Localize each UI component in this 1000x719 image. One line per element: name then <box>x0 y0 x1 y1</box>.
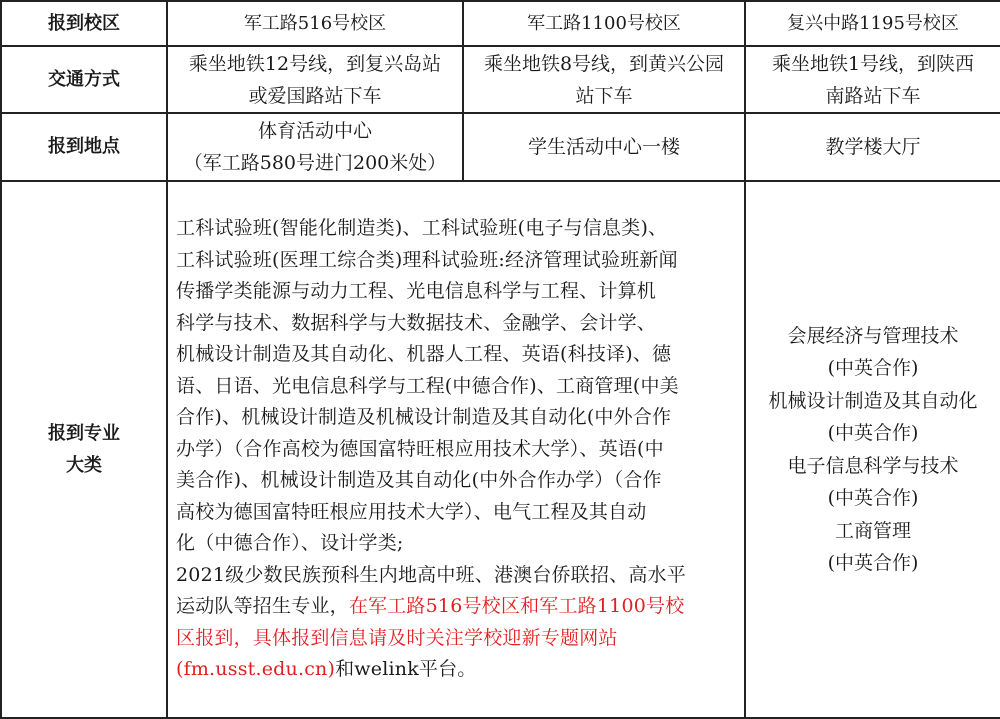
transport-1100 <box>463 46 745 113</box>
majors-1195-item: (中英合作) <box>827 422 919 444</box>
location-516 <box>167 113 463 181</box>
website-url-text: (fm.usst.edu.cn) <box>176 658 336 681</box>
transport-516 <box>167 46 463 113</box>
majors-label-line2: 大类 <box>66 454 102 476</box>
notice-red-line: 区报到，具体报到信息请及时关注学校迎新专题网站 <box>176 626 618 649</box>
location-1195: 教学楼大厅 <box>745 113 1000 181</box>
location-516-line2: （军工路580号进门200米处） <box>183 152 447 174</box>
location-label: 报到地点 <box>1 113 167 181</box>
notice-red-text: 在军工路516号校区和军工路1100号校 <box>348 595 685 618</box>
majors-line: 传播学类能源与动力工程、光电信息科学与工程、计算机 <box>176 280 657 303</box>
header-row <box>1 1 1000 46</box>
transport-1195 <box>745 46 1000 113</box>
transport-label: 交通方式 <box>1 46 167 113</box>
majors-1195-item: 电子信息科学与技术 <box>787 454 959 477</box>
transport-516-line2: 或爱国路站下车 <box>248 84 382 107</box>
majors-label-line1: 报到专业 <box>48 422 120 444</box>
majors-line-mixed <box>176 591 736 623</box>
welink-text: 和welink平台。 <box>335 658 477 681</box>
majors-line: 合作)、机械设计制造及机械设计制造及其自动化(中外合作 <box>176 406 672 429</box>
majors-line: 2021级少数民族预科生内地高中班、港澳台侨联招、高水平 <box>176 563 686 586</box>
majors-label <box>1 181 167 718</box>
majors-line: 办学）（合作高校为德国富特旺根应用技术大学）、英语(中 <box>176 437 664 460</box>
location-516-line1: 体育活动中心 <box>257 120 372 142</box>
majors-row <box>1 181 1000 718</box>
majors-line-final <box>176 654 736 686</box>
transport-1100-line1: 乘坐地铁8号线，到黄兴公园 <box>483 52 725 75</box>
transport-1100-line2: 站下车 <box>575 84 633 107</box>
location-row <box>1 113 1000 181</box>
majors-black-text: 运动队等招生专业， <box>176 595 349 618</box>
campus-516: 军工路516号校区 <box>167 1 463 46</box>
majors-line: 工科试验班(智能化制造类)、工科试验班(电子与信息类)、 <box>176 217 668 240</box>
majors-line: 高校为德国富特旺根应用技术大学）、电气工程及其自动 <box>176 500 647 523</box>
transport-516-line1: 乘坐地铁12号线，到复兴岛站 <box>188 52 442 75</box>
majors-1195-item: 工商管理 <box>834 519 911 542</box>
majors-1195-list <box>745 181 1000 718</box>
majors-line: 机械设计制造及其自动化、机器人工程、英语(科技译)、德 <box>176 343 672 366</box>
campus-1195: 复兴中路1195号校区 <box>745 1 1000 46</box>
majors-line: 语、日语、光电信息科学与工程(中德合作)、工商管理(中美 <box>176 374 679 397</box>
majors-line: 工科试验班(医理工综合类)理科试验班:经济管理试验班新闻 <box>176 248 678 271</box>
majors-main-list <box>167 181 745 718</box>
majors-1195-item: (中英合作) <box>827 357 919 379</box>
majors-1195-item: (中英合作) <box>827 487 919 509</box>
majors-1195-item: 会展经济与管理技术 <box>787 324 959 347</box>
transport-row <box>1 46 1000 113</box>
majors-line: 科学与技术、数据科学与大数据技术、金融学、会计学、 <box>176 311 657 334</box>
majors-line: 美合作)、机械设计制造及其自动化(中外合作办学）（合作 <box>176 469 662 492</box>
majors-1195-item: 机械设计制造及其自动化 <box>768 389 978 412</box>
header-label: 报到校区 <box>1 1 167 46</box>
campus-1100: 军工路1100号校区 <box>463 1 745 46</box>
location-1100: 学生活动中心一楼 <box>463 113 745 181</box>
majors-1195-item: (中英合作) <box>827 552 919 574</box>
transport-1195-line2: 南路站下车 <box>825 84 921 107</box>
transport-1195-line1: 乘坐地铁1号线，到陕西 <box>771 52 975 75</box>
majors-line: 化（中德合作）、设计学类; <box>176 532 404 555</box>
